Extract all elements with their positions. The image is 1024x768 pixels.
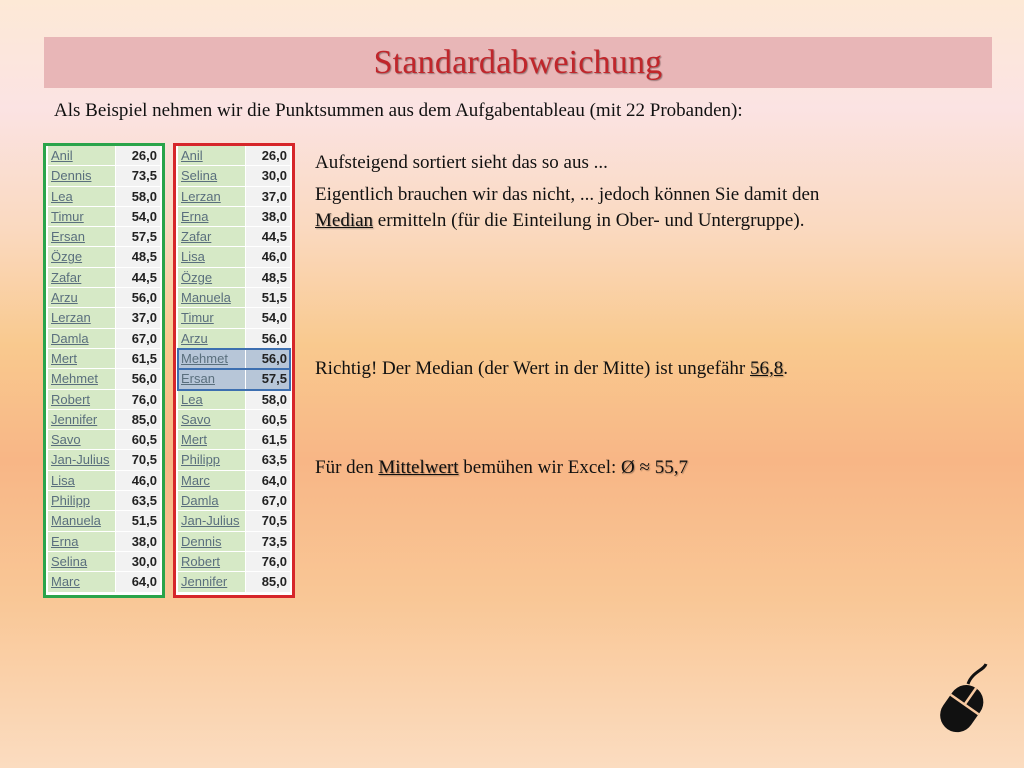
- table-row: [178, 187, 290, 207]
- median-result-suffix: .: [783, 358, 788, 379]
- table-row: [178, 430, 290, 450]
- table-row: [48, 572, 160, 592]
- participant-name: Lerzan: [178, 187, 246, 206]
- table-row: [178, 227, 290, 247]
- unsorted-scores-table: [43, 143, 165, 598]
- participant-name: Selina: [48, 552, 116, 571]
- median-paragraph: [315, 182, 955, 234]
- table-row: [178, 369, 290, 389]
- participant-name: Anil: [48, 146, 116, 165]
- table-row: [48, 207, 160, 227]
- mouse-icon[interactable]: [932, 662, 996, 742]
- table-row: [178, 471, 290, 491]
- mean-value: Ø ≈ 55,7: [621, 457, 688, 478]
- score-value: 48,5: [116, 247, 160, 266]
- table-row: [48, 532, 160, 552]
- table-row: [178, 247, 290, 267]
- score-value: 30,0: [116, 552, 160, 571]
- table-row: [178, 288, 290, 308]
- participant-name: Timur: [48, 207, 116, 226]
- score-value: 58,0: [246, 390, 290, 409]
- table-row: [48, 410, 160, 430]
- score-value: 37,0: [246, 187, 290, 206]
- intro-text: Als Beispiel nehmen wir die Punktsummen aus dem Aufgabentableau (mit 22 Probanden):: [54, 100, 743, 121]
- table-row: [178, 491, 290, 511]
- score-value: 56,0: [116, 288, 160, 307]
- participant-name: Erna: [178, 207, 246, 226]
- participant-name: Selina: [178, 166, 246, 185]
- table-row: [178, 146, 290, 166]
- table-row: [48, 288, 160, 308]
- participant-name: Philipp: [178, 450, 246, 469]
- score-value: 70,5: [246, 511, 290, 530]
- table-row: [178, 450, 290, 470]
- table-row: [178, 511, 290, 531]
- table-row: [48, 552, 160, 572]
- score-value: 38,0: [116, 532, 160, 551]
- score-value: 60,5: [116, 430, 160, 449]
- table-row: [178, 207, 290, 227]
- table-row: [178, 390, 290, 410]
- median-result: [315, 356, 788, 382]
- table-row: [48, 166, 160, 186]
- sorted-scores-table: [173, 143, 295, 598]
- score-value: 61,5: [116, 349, 160, 368]
- participant-name: Damla: [178, 491, 246, 510]
- participant-name: Timur: [178, 308, 246, 327]
- table-row: [48, 146, 160, 166]
- score-value: 57,5: [246, 369, 290, 388]
- score-value: 44,5: [246, 227, 290, 246]
- score-value: 67,0: [116, 329, 160, 348]
- participant-name: Arzu: [48, 288, 116, 307]
- table-row: [48, 369, 160, 389]
- participant-name: Anil: [178, 146, 246, 165]
- slide-title: Standardabweichung: [373, 43, 663, 81]
- table-row: [48, 390, 160, 410]
- mean-line: [315, 455, 688, 481]
- median-value: 56,8: [750, 358, 784, 379]
- participant-name: Lea: [178, 390, 246, 409]
- participant-name: Jennifer: [178, 572, 246, 591]
- score-value: 58,0: [116, 187, 160, 206]
- score-value: 73,5: [116, 166, 160, 185]
- score-value: 76,0: [246, 552, 290, 571]
- participant-name: Mehmet: [48, 369, 116, 388]
- title-bar: [44, 37, 992, 88]
- participant-name: Jan-Julius: [178, 511, 246, 530]
- participant-name: Lerzan: [48, 308, 116, 327]
- participant-name: Philipp: [48, 491, 116, 510]
- score-value: 37,0: [116, 308, 160, 327]
- participant-name: Marc: [178, 471, 246, 490]
- participant-name: Damla: [48, 329, 116, 348]
- sorted-text: Aufsteigend sortiert sieht das so aus ...: [315, 152, 608, 173]
- median-result-prefix: Richtig! Der Median (der Wert in der Mitte) ist ungefähr: [315, 358, 750, 379]
- score-value: 38,0: [246, 207, 290, 226]
- score-value: 30,0: [246, 166, 290, 185]
- participant-name: Dennis: [48, 166, 116, 185]
- participant-name: Lea: [48, 187, 116, 206]
- score-value: 67,0: [246, 491, 290, 510]
- score-value: 63,5: [246, 450, 290, 469]
- table-row: [178, 166, 290, 186]
- score-value: 73,5: [246, 532, 290, 551]
- score-value: 51,5: [246, 288, 290, 307]
- participant-name: Savo: [178, 410, 246, 429]
- participant-name: Marc: [48, 572, 116, 591]
- score-value: 26,0: [116, 146, 160, 165]
- participant-name: Jennifer: [48, 410, 116, 429]
- participant-name: Ersan: [48, 227, 116, 246]
- participant-name: Arzu: [178, 329, 246, 348]
- mean-prefix: Für den: [315, 457, 379, 478]
- participant-name: Lisa: [48, 471, 116, 490]
- participant-name: Lisa: [178, 247, 246, 266]
- participant-name: Manuela: [48, 511, 116, 530]
- participant-name: Özge: [178, 268, 246, 287]
- score-value: 56,0: [246, 329, 290, 348]
- score-value: 54,0: [246, 308, 290, 327]
- table-row: [48, 471, 160, 491]
- median-para-part2: ermitteln (für die Einteilung in Ober- und Untergruppe).: [373, 210, 805, 231]
- score-value: 51,5: [116, 511, 160, 530]
- participant-name: Özge: [48, 247, 116, 266]
- table-row: [178, 552, 290, 572]
- participant-name: Manuela: [178, 288, 246, 307]
- table-row: [178, 532, 290, 552]
- table-row: [48, 187, 160, 207]
- score-value: 46,0: [116, 471, 160, 490]
- participant-name: Zafar: [178, 227, 246, 246]
- table-row: [48, 227, 160, 247]
- score-value: 76,0: [116, 390, 160, 409]
- score-value: 63,5: [116, 491, 160, 510]
- table-row: [178, 410, 290, 430]
- score-value: 44,5: [116, 268, 160, 287]
- table-row: [48, 430, 160, 450]
- table-row: [48, 247, 160, 267]
- participant-name: Savo: [48, 430, 116, 449]
- participant-name: Mert: [48, 349, 116, 368]
- table-row: [48, 268, 160, 288]
- table-row: [48, 450, 160, 470]
- median-word: Median: [315, 210, 374, 231]
- table-row: [178, 268, 290, 288]
- participant-name: Ersan: [178, 369, 246, 388]
- table-row: [48, 511, 160, 531]
- score-value: 57,5: [116, 227, 160, 246]
- score-value: 54,0: [116, 207, 160, 226]
- score-value: 56,0: [116, 369, 160, 388]
- participant-name: Dennis: [178, 532, 246, 551]
- score-value: 70,5: [116, 450, 160, 469]
- score-value: 64,0: [246, 471, 290, 490]
- participant-name: Robert: [48, 390, 116, 409]
- score-value: 60,5: [246, 410, 290, 429]
- median-para-part1: Eigentlich brauchen wir das nicht, ... jedoch können Sie damit den: [315, 184, 820, 205]
- score-value: 64,0: [116, 572, 160, 591]
- table-row: [178, 308, 290, 328]
- mean-middle: bemühen wir Excel:: [458, 457, 622, 478]
- score-value: 61,5: [246, 430, 290, 449]
- table-row: [178, 349, 290, 369]
- mean-word: Mittelwert: [378, 457, 459, 478]
- table-row: [48, 349, 160, 369]
- score-value: 48,5: [246, 268, 290, 287]
- table-row: [48, 308, 160, 328]
- score-value: 26,0: [246, 146, 290, 165]
- table-row: [48, 491, 160, 511]
- participant-name: Mert: [178, 430, 246, 449]
- participant-name: Erna: [48, 532, 116, 551]
- participant-name: Zafar: [48, 268, 116, 287]
- table-row: [178, 329, 290, 349]
- participant-name: Mehmet: [178, 349, 246, 368]
- score-value: 85,0: [246, 572, 290, 591]
- score-value: 56,0: [246, 349, 290, 368]
- table-row: [178, 572, 290, 592]
- score-value: 46,0: [246, 247, 290, 266]
- participant-name: Robert: [178, 552, 246, 571]
- participant-name: Jan-Julius: [48, 450, 116, 469]
- score-value: 85,0: [116, 410, 160, 429]
- table-row: [48, 329, 160, 349]
